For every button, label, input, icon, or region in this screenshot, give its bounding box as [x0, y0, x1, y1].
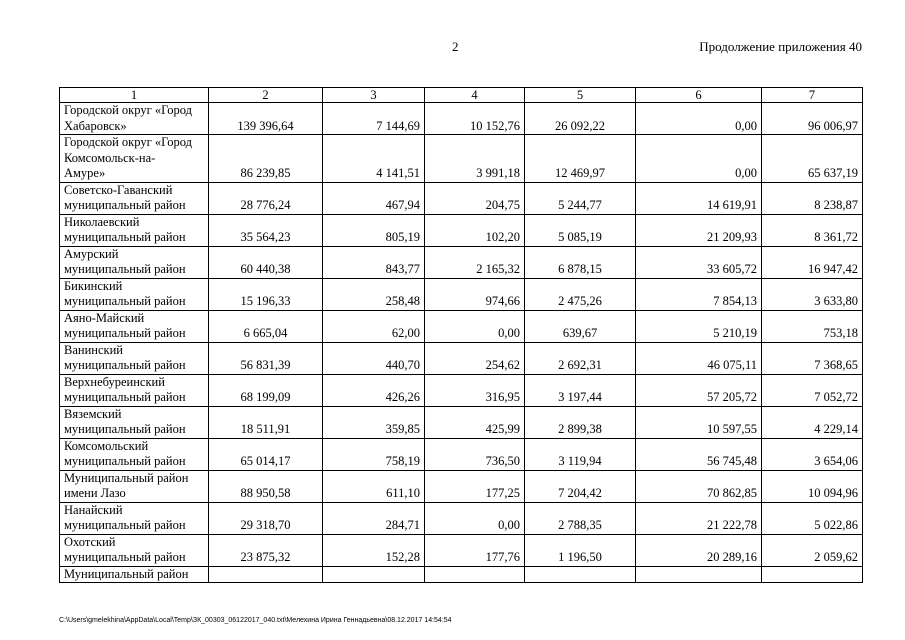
- value-cell-col3: 805,19: [323, 214, 425, 246]
- value-cell-col7: 2 059,62: [762, 534, 863, 566]
- data-table: [59, 87, 863, 583]
- value-cell-col4: 0,00: [425, 310, 525, 342]
- municipality-name-line: Вяземский: [64, 406, 122, 421]
- value-cell-col4: 2 165,32: [425, 246, 525, 278]
- column-header: 2: [209, 88, 323, 103]
- value-cell-col7: 7 052,72: [762, 374, 863, 406]
- value-cell-col3: 7 144,69: [323, 103, 425, 135]
- table-row: [60, 566, 863, 583]
- value-cell-col2: 6 665,04: [209, 310, 323, 342]
- value-cell-col6: 14 619,91: [636, 182, 762, 214]
- value-cell-col7: 5 022,86: [762, 502, 863, 534]
- value-cell-col6: 0,00: [636, 103, 762, 135]
- value-cell-col2: 23 875,32: [209, 534, 323, 566]
- value-cell-col5: 2 692,31: [525, 342, 636, 374]
- value-cell-col7: 16 947,42: [762, 246, 863, 278]
- municipality-name-cell: [60, 342, 209, 374]
- page-number: 2: [452, 39, 459, 54]
- municipality-name-cell: [60, 374, 209, 406]
- value-cell-col3: 258,48: [323, 278, 425, 310]
- value-cell-col2: 86 239,85: [209, 135, 323, 183]
- table-row: [60, 310, 863, 342]
- municipality-name-line: муниципальный район: [64, 550, 186, 564]
- value-cell-col5: 2 788,35: [525, 502, 636, 534]
- municipality-name-cell: [60, 310, 209, 342]
- value-cell-col6: 5 210,19: [636, 310, 762, 342]
- value-cell-col3: 284,71: [323, 502, 425, 534]
- value-cell-col3: 611,10: [323, 470, 425, 502]
- municipality-name-cell: [60, 214, 209, 246]
- table-row: [60, 438, 863, 470]
- value-cell-col4: 316,95: [425, 374, 525, 406]
- municipality-name-line: Советско-Гаванский: [64, 182, 173, 197]
- municipality-name-line: Городской округ «Город: [64, 135, 192, 149]
- value-cell-col2: 139 396,64: [209, 103, 323, 135]
- municipality-name-line: Верхнебуреинский: [64, 374, 165, 389]
- value-cell-col3: 426,26: [323, 374, 425, 406]
- value-cell-col3: 467,94: [323, 182, 425, 214]
- value-cell-col5: [525, 566, 636, 583]
- municipality-name-line: Охотский: [64, 534, 116, 549]
- value-cell-col7: 3 654,06: [762, 438, 863, 470]
- value-cell-col6: 56 745,48: [636, 438, 762, 470]
- value-cell-col5: 639,67: [525, 310, 636, 342]
- value-cell-col7: 8 361,72: [762, 214, 863, 246]
- table-row: [60, 135, 863, 183]
- municipality-name-cell: [60, 182, 209, 214]
- table-row: [60, 406, 863, 438]
- value-cell-col2: 35 564,23: [209, 214, 323, 246]
- value-cell-col5: 6 878,15: [525, 246, 636, 278]
- municipality-name-line: имени Лазо: [64, 486, 126, 500]
- value-cell-col2: 18 511,91: [209, 406, 323, 438]
- value-cell-col2: [209, 566, 323, 583]
- municipality-name-line: Муниципальный район: [64, 566, 189, 581]
- value-cell-col5: 2 475,26: [525, 278, 636, 310]
- value-cell-col6: 46 075,11: [636, 342, 762, 374]
- value-cell-col2: 60 440,38: [209, 246, 323, 278]
- municipality-name-cell: [60, 246, 209, 278]
- value-cell-col2: 68 199,09: [209, 374, 323, 406]
- value-cell-col7: 4 229,14: [762, 406, 863, 438]
- value-cell-col3: 758,19: [323, 438, 425, 470]
- table-row: [60, 103, 863, 135]
- value-cell-col5: 12 469,97: [525, 135, 636, 183]
- value-cell-col6: 20 289,16: [636, 534, 762, 566]
- value-cell-col4: 0,00: [425, 502, 525, 534]
- table-row: [60, 342, 863, 374]
- municipality-name-line: Бикинский: [64, 278, 123, 293]
- table-row: [60, 470, 863, 502]
- municipality-name-line: муниципальный район: [64, 390, 186, 404]
- value-cell-col4: 177,76: [425, 534, 525, 566]
- value-cell-col6: 0,00: [636, 135, 762, 183]
- value-cell-col4: [425, 566, 525, 583]
- value-cell-col5: 3 197,44: [525, 374, 636, 406]
- municipality-name-line: Амуре»: [64, 166, 106, 180]
- value-cell-col2: 28 776,24: [209, 182, 323, 214]
- municipality-name-line: муниципальный район: [64, 358, 186, 372]
- value-cell-col3: 62,00: [323, 310, 425, 342]
- table-row: [60, 182, 863, 214]
- value-cell-col7: 96 006,97: [762, 103, 863, 135]
- table-row: [60, 278, 863, 310]
- municipality-name-cell: [60, 103, 209, 135]
- column-header: 1: [60, 88, 209, 103]
- municipality-name-line: муниципальный район: [64, 262, 186, 276]
- municipality-name-line: муниципальный район: [64, 294, 186, 308]
- value-cell-col4: 204,75: [425, 182, 525, 214]
- column-header: 5: [525, 88, 636, 103]
- municipality-name-cell: [60, 406, 209, 438]
- municipality-name-cell: [60, 470, 209, 502]
- value-cell-col4: 177,25: [425, 470, 525, 502]
- value-cell-col6: 57 205,72: [636, 374, 762, 406]
- column-header: 3: [323, 88, 425, 103]
- municipality-name-line: Городской округ «Город: [64, 103, 192, 117]
- municipality-name-cell: [60, 534, 209, 566]
- municipality-name-line: Муниципальный район: [64, 470, 189, 485]
- value-cell-col2: 15 196,33: [209, 278, 323, 310]
- value-cell-col6: 7 854,13: [636, 278, 762, 310]
- value-cell-col7: 7 368,65: [762, 342, 863, 374]
- value-cell-col4: 10 152,76: [425, 103, 525, 135]
- value-cell-col4: 254,62: [425, 342, 525, 374]
- municipality-name-line: муниципальный район: [64, 454, 186, 468]
- table-row: [60, 502, 863, 534]
- continuation-title: Продолжение приложения 40: [699, 39, 862, 54]
- table-row: [60, 374, 863, 406]
- value-cell-col4: 974,66: [425, 278, 525, 310]
- municipality-name-cell: [60, 566, 209, 583]
- municipality-name-line: Нанайский: [64, 502, 123, 517]
- municipality-name-cell: [60, 278, 209, 310]
- value-cell-col5: 1 196,50: [525, 534, 636, 566]
- value-cell-col5: 2 899,38: [525, 406, 636, 438]
- municipality-name-line: муниципальный район: [64, 422, 186, 436]
- value-cell-col6: [636, 566, 762, 583]
- municipality-name-line: Николаевский: [64, 214, 140, 229]
- value-cell-col4: 736,50: [425, 438, 525, 470]
- value-cell-col5: 3 119,94: [525, 438, 636, 470]
- value-cell-col5: 26 092,22: [525, 103, 636, 135]
- value-cell-col4: 425,99: [425, 406, 525, 438]
- value-cell-col3: 4 141,51: [323, 135, 425, 183]
- municipality-name-line: Аяно-Майский: [64, 310, 145, 325]
- value-cell-col7: 10 094,96: [762, 470, 863, 502]
- value-cell-col4: 102,20: [425, 214, 525, 246]
- value-cell-col2: 88 950,58: [209, 470, 323, 502]
- value-cell-col7: [762, 566, 863, 583]
- file-path-footer: C:\Users\gmelekhina\AppData\Local\Temp\ЗК_00303_06122017_040.txt\Мелехина Ирина Геннадьевна\08.12.2017 14:54:54: [59, 617, 452, 624]
- municipality-name-line: Комсомольский: [64, 438, 149, 453]
- municipality-name-line: Ванинский: [64, 342, 123, 357]
- value-cell-col2: 56 831,39: [209, 342, 323, 374]
- municipality-name-line: Амурский: [64, 246, 119, 261]
- column-header: 4: [425, 88, 525, 103]
- value-cell-col6: 33 605,72: [636, 246, 762, 278]
- table-row: [60, 246, 863, 278]
- column-header: 7: [762, 88, 863, 103]
- value-cell-col3: 440,70: [323, 342, 425, 374]
- table-row: [60, 534, 863, 566]
- value-cell-col5: 5 085,19: [525, 214, 636, 246]
- table-body: [60, 88, 863, 583]
- value-cell-col7: 753,18: [762, 310, 863, 342]
- municipality-name-line: муниципальный район: [64, 326, 186, 340]
- value-cell-col3: [323, 566, 425, 583]
- municipality-name-line: Комсомольск-на-: [64, 150, 156, 165]
- value-cell-col5: 5 244,77: [525, 182, 636, 214]
- municipality-name-line: Хабаровск»: [64, 118, 127, 133]
- value-cell-col6: 10 597,55: [636, 406, 762, 438]
- table-row: [60, 214, 863, 246]
- value-cell-col6: 70 862,85: [636, 470, 762, 502]
- municipality-name-line: муниципальный район: [64, 230, 186, 244]
- value-cell-col6: 21 209,93: [636, 214, 762, 246]
- table-header-row: [60, 88, 863, 103]
- municipality-name-cell: [60, 502, 209, 534]
- value-cell-col2: 29 318,70: [209, 502, 323, 534]
- value-cell-col2: 65 014,17: [209, 438, 323, 470]
- value-cell-col4: 3 991,18: [425, 135, 525, 183]
- value-cell-col7: 8 238,87: [762, 182, 863, 214]
- column-header: 6: [636, 88, 762, 103]
- value-cell-col3: 843,77: [323, 246, 425, 278]
- municipality-name-cell: [60, 135, 209, 183]
- value-cell-col7: 3 633,80: [762, 278, 863, 310]
- municipality-name-cell: [60, 438, 209, 470]
- value-cell-col5: 7 204,42: [525, 470, 636, 502]
- municipality-name-line: муниципальный район: [64, 518, 186, 532]
- municipality-name-line: муниципальный район: [64, 198, 186, 212]
- value-cell-col7: 65 637,19: [762, 135, 863, 183]
- value-cell-col3: 152,28: [323, 534, 425, 566]
- value-cell-col3: 359,85: [323, 406, 425, 438]
- value-cell-col6: 21 222,78: [636, 502, 762, 534]
